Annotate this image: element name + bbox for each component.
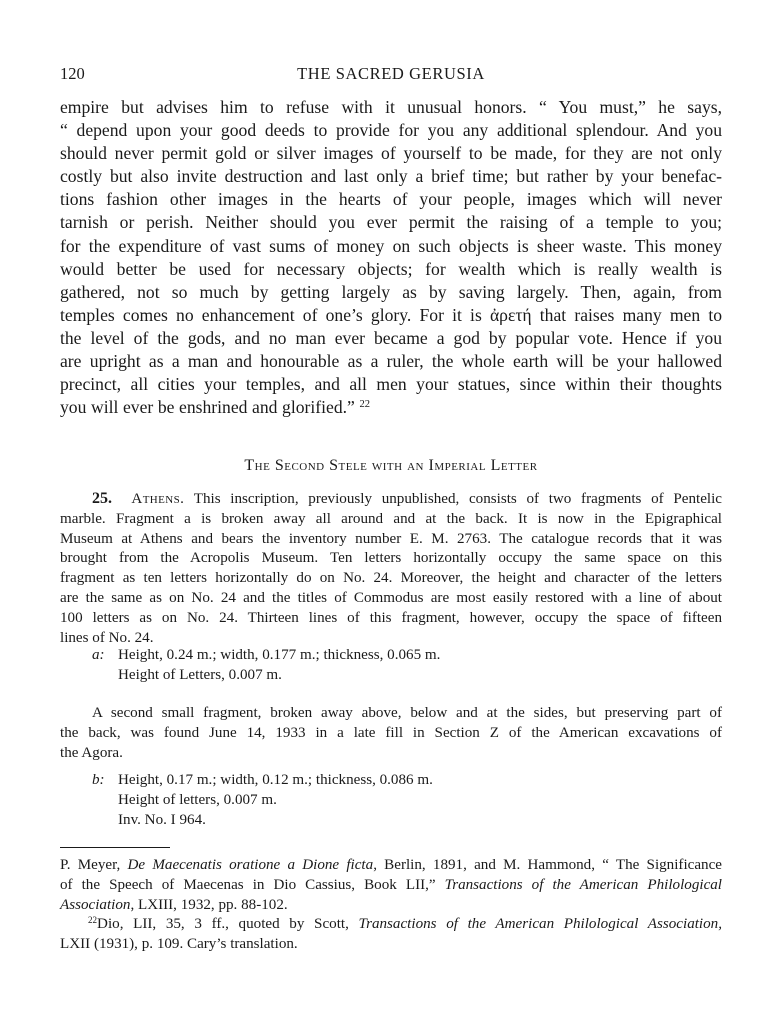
text-line: the level of the gods, and no man ever became a god by popular vote. Hence if you (60, 327, 722, 348)
text-line: “ depend upon your good deeds to provide for you any additional splendour. And you (60, 120, 722, 141)
footnote-rule (60, 847, 170, 848)
section-heading: The Second Stele with an Imperial Letter (244, 457, 538, 474)
text-line (60, 489, 722, 510)
text-line: 100 letters as on No. 24. Thirteen lines of this fragment, however, occupy the space of fifteen (60, 609, 722, 626)
footnote-text: P. Meyer, (60, 857, 128, 873)
fragment-dimensions: Height, 0.24 m.; width, 0.177 m.; thickness, 0.065 m. (118, 647, 441, 663)
text-line: tions fashion other images in the hearts of your people, images which will never (60, 189, 722, 210)
text-line: for the expenditure of vast sums of money on such objects is sheer waste. This money (60, 235, 722, 256)
letter-height: Height of Letters, 0.007 m. (118, 666, 282, 683)
fragment-a-measurements (92, 646, 440, 686)
footnote-text: Dio, LII, 35, 3 ff., quoted by Scott, (97, 916, 359, 933)
text-line: the Agora. (60, 744, 123, 761)
footnote-line (60, 915, 722, 935)
footnote-text: , LXIII, 1932, pp. 88-102. (130, 896, 288, 913)
footnote-line (60, 876, 722, 896)
footnote-journal: Association (60, 896, 131, 913)
running-title: THE SACRED GERUSIA (297, 64, 485, 83)
text-line: A second small fragment, broken away above, below and at the sides, but preserving part of (92, 705, 722, 721)
footnote-title: De Maecenatis oratione a Dione ficta (127, 857, 374, 873)
entry-first-line: This inscription, previously unpublished, consists of two fragments of Pentelic (193, 491, 722, 507)
footnote-journal: Transactions of the American Philological (444, 876, 723, 893)
text-line: should never permit gold or silver images of yourself to be made, for they are not only (60, 143, 722, 164)
footnote-line (60, 896, 722, 916)
footnote-number: 22 (88, 915, 98, 926)
body-paragraph (60, 96, 722, 419)
text-line: are upright as a man and honourable as a ruler, the whole earth will be your hallowed (60, 351, 722, 372)
text-line: empire but advises him to refuse with it unusual honors. “ You must,” he says, (60, 97, 722, 117)
text-line: would better be used for necessary objects; for wealth which is really wealth is (60, 258, 722, 279)
text-line: marble. Fragment a is broken away all around and at the back. It is now in the Epigraphical (60, 510, 722, 527)
text-line: brought from the Acropolis Museum. Ten letters horizontally occupy the same space on this (60, 550, 722, 567)
second-fragment-paragraph (60, 704, 722, 763)
footnote-text: , Berlin, 1891, and M. Hammond, “ The Significance (373, 857, 722, 873)
footnotes (60, 856, 722, 955)
footnote-line: LXII (1931), p. 109. Cary’s translation. (60, 936, 298, 953)
fragment-dimensions: Height, 0.17 m.; width, 0.12 m.; thickness, 0.086 m. (118, 772, 433, 788)
text-line: temples comes no enhancement of one’s glory. For it is ἀρετή that raises many men to (60, 304, 722, 325)
text-line: costly but also invite destruction and last only a brief time; but rather by your benefac- (60, 166, 722, 187)
letter-height: Height of letters, 0.007 m. (118, 791, 277, 808)
fragment-b-measurements (92, 771, 433, 830)
footnote-text: of the Speech of Maecenas in Dio Cassius, Book LII,” (60, 876, 445, 893)
text-line: the back, was found June 14, 1933 in a late fill in Section Z of the American excavations of (60, 724, 722, 741)
text-line: are the same as on No. 24 and the titles of Commodus are most easily restored with a line of about (60, 589, 722, 606)
footnote-line (60, 856, 722, 876)
page-number: 120 (60, 64, 85, 83)
quote-end-text: you will ever be enshrined and glorified.” (60, 397, 355, 418)
entry-description (60, 489, 722, 648)
fragment-label: b: (92, 772, 105, 788)
measurement-row (92, 646, 440, 666)
text-line: Museum at Athens and bears the inventory number E. M. 2763. The catalogue records that it was (60, 530, 722, 547)
text-line: tarnish or perish. Neither should you ever permit the raising of a temple to you; (60, 212, 722, 233)
page-header (60, 64, 722, 86)
entry-place: Athens. (131, 491, 185, 507)
fragment-label: a: (92, 647, 105, 663)
footnote-ref: 22 (359, 399, 370, 411)
inventory-number: Inv. No. I 964. (118, 811, 206, 828)
footnote-journal: Transactions of the American Philological Association, (358, 916, 722, 933)
text-line: lines of No. 24. (60, 629, 154, 646)
entry-number: 25. (92, 490, 112, 507)
measurement-row (92, 771, 433, 791)
text-line: precinct, all cities your temples, and all men your statues, since within their thoughts (60, 374, 722, 395)
text-line (60, 396, 722, 419)
text-line: gathered, not so much by getting largely as by saving largely. Then, again, from (60, 281, 722, 302)
text-line: fragment as ten letters horizontally do on No. 24. Moreover, the height and character of the letters (60, 570, 722, 587)
